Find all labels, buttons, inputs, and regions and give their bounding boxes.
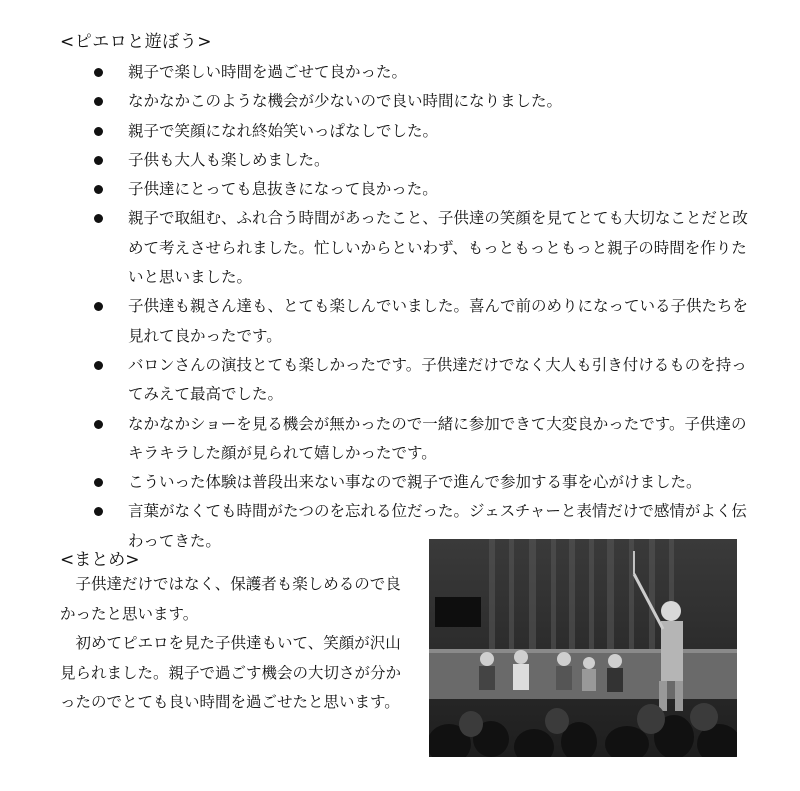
bullet-icon [94,185,103,194]
bullet-icon [94,68,103,77]
list-item-text: なかなかこのような機会が少ないので良い時間になりました。 [128,92,563,111]
list-item [90,175,760,204]
list-item-text: 親子で取組む、ふれ合う時間があったこと、子供達の笑顔を見てとても大切なことだと改めて考えさせられました。忙しいからといわず、もっともっともっと親子の時間を作りたいと思いました。 [128,209,748,287]
list-item-text: 子供も大人も楽しめました。 [128,150,330,169]
list-item-text: 親子で笑顔になれ終始笑いっぱなしでした。 [128,121,439,140]
section-heading: <ピエロと遊ぼう> [60,32,212,52]
list-item-text: こういった体験は普段出来ない事なので親子で進んで参加する事を心がけました。 [128,473,702,492]
list-item-text: 言葉がなくても時間がたつのを忘れる位だった。ジェスチャーと表情だけで感情がよく伝わってきた。 [128,502,747,550]
bullet-icon [94,507,103,516]
list-item-text: 親子で楽しい時間を過ごせて良かった。 [128,63,408,81]
summary-heading: <まとめ> [60,550,140,570]
clown-show-photo [429,539,737,757]
summary-body [60,570,405,718]
list-item-text: バロンさんの演技とても楽しかったです。子供達だけでなく大人も引き付けるものを持ってみえて最高でした。 [128,355,747,404]
list-item [90,87,760,116]
feedback-list [90,58,760,556]
bullet-icon [94,420,103,429]
bullet-icon [94,97,103,106]
list-item-text: なかなかショーを見る機会が無かったので一緒に参加できて大変良かったです。子供達のキラキラした顔が見られて嬉しかったです。 [128,414,747,462]
list-item [90,58,760,87]
bullet-icon [94,156,103,165]
bullet-icon [94,361,103,370]
bullet-icon [94,214,103,223]
list-item [90,410,760,469]
list-item-text: 子供達にとっても息抜きになって良かった。 [128,180,438,199]
bullet-icon [94,302,103,311]
summary-paragraph: 子供達だけではなく、保護者も楽しめるので良かったと思います。 [60,575,401,623]
list-item [90,117,760,146]
summary-paragraph: 初めてピエロを見た子供達もいて、笑顔が沢山見られました。親子で過ごす機会の大切さが分かったのでとても良い時間を過ごせたと思います。 [60,634,402,711]
list-item-text: 子供達も親さん達も、とても楽しんでいました。喜んで前のめりになっている子供たちを見れて良かったです。 [128,297,749,345]
list-item [90,204,760,292]
list-item [90,146,760,175]
event-photo [429,539,737,757]
list-item [90,468,760,497]
list-item [90,292,760,351]
list-item [90,351,760,410]
bullet-icon [94,478,103,487]
bullet-icon [94,127,103,136]
